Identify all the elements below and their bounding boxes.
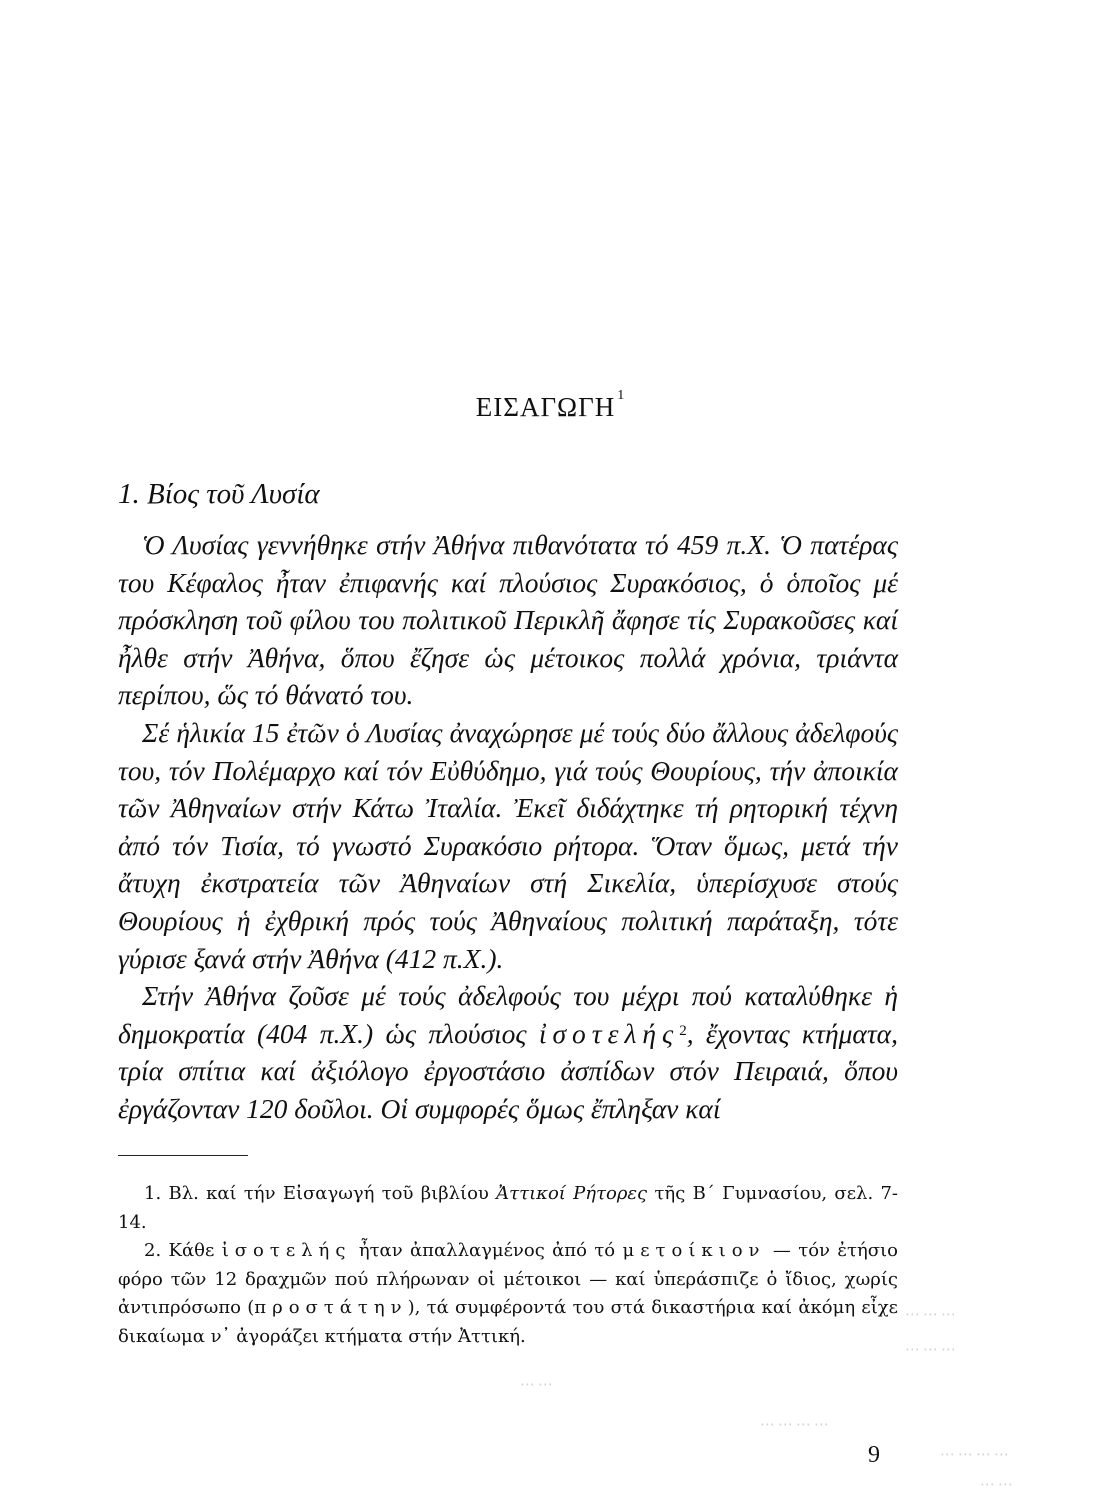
footnote-1-end: τῆς Β΄ Γυμνασίου, σελ. 7-14.	[118, 1183, 898, 1233]
page-number: 9	[868, 1442, 880, 1468]
faint-handwriting-mark: ⋯⋯	[520, 1375, 556, 1393]
footnote-divider	[118, 1155, 248, 1156]
paragraph-3-end: , ἔχοντας κτήματα, τρία σπίτια καί ἀξιόλογο ἐργοστάσιο ἀσπίδων στόν Πειραιά, ὅπου ἐργάζονταν 120 δοῦλοι. Οἱ συμφορές ὅμως ἔπληξαν καί	[118, 1017, 898, 1124]
faint-handwriting-mark: ⋯⋯⋯⋯	[940, 1445, 1012, 1463]
footnote-2-start: 2. Κάθε	[144, 1240, 215, 1262]
page-title	[0, 388, 1101, 423]
footnote-2-part-b: ἦταν ἀπαλλαγμένος ἀπό τό	[358, 1240, 616, 1262]
section-heading: 1. Βίος τοῦ Λυσία	[118, 478, 320, 510]
paragraph-3-start: Στήν Ἀθήνα ζοῦσε μέ τούς ἀδελφούς του μέχρι πού καταλύθηκε ἡ δημοκρατία (404 π.Χ.) ὡς πλούσιος	[118, 980, 898, 1049]
body-text	[118, 526, 898, 1128]
footnote-1	[118, 1180, 898, 1237]
faint-handwriting-mark: ⋯⋯	[980, 1475, 1016, 1493]
footnote-2-term-isoteles: ἰσοτελής	[221, 1240, 352, 1262]
footnote-1-book-title: Ἀττικοί Ρήτορες	[496, 1183, 648, 1204]
paragraph-2: Σέ ἡλικία 15 ἐτῶν ὁ Λυσίας ἀναχώρησε μέ τούς δύο ἄλλους ἀδελφούς του, τόν Πολέμαρχο καί τόν Εὐθύδημο, γιά τούς Θουρίους, τήν ἀποικία τῶν Ἀθηναίων στήν Κάτω Ἰταλία. Ἐκεῖ διδάχτηκε τή ρητορική τέχνη ἀπό τόν Τισία, τό γνωστό Συρακόσιο ρήτορα. Ὅταν ὅμως, μετά τήν ἄτυχη ἐκστρατεία τῶν Ἀθηναίων στή Σικελία, ὑπερίσχυσε στούς Θουρίους ἡ ἐχθρική πρός τούς Ἀθηναίους πολιτική παράταξη, τότε γύρισε ξανά στήν Ἀθήνα (412 π.Χ.).	[118, 716, 898, 974]
footnote-2	[118, 1237, 898, 1351]
faint-handwriting-mark: ⋯⋯⋯	[905, 1340, 959, 1358]
title-footnote-ref: 1	[617, 388, 626, 403]
footnote-2-end: ), τά συμφέροντά του στά δικαστήρια καί ἀκόμη εἶχε δικαίωμα ν᾽ ἀγοράζει κτήματα στήν Ἀττική.	[118, 1297, 898, 1347]
footnote-2-term-prostatin: προστάτην	[254, 1297, 408, 1319]
paragraph-3	[118, 977, 898, 1127]
footnotes	[118, 1180, 898, 1352]
faint-handwriting-mark: ⋯⋯⋯	[905, 1305, 959, 1323]
footnote-2-part-c: — τόν ἐτήσιο φόρο τῶν 12 δραχμῶν πού πλήρωναν οἱ μέτοικοι — καί ὑπεράσπιζε ὁ ἴδιος, χωρίς ἀντιπρόσωπο (	[118, 1240, 898, 1319]
footnote-ref-2: 2	[679, 1022, 687, 1039]
paragraph-1: Ὁ Λυσίας γεννήθηκε στήν Ἀθήνα πιθανότατα τό 459 π.Χ. Ὁ πατέρας του Κέφαλος ἦταν ἐπιφανής καί πλούσιος Συρακόσιος, ὁ ὁποῖος μέ πρόσκληση τοῦ φίλου του πολιτικοῦ Περικλῆ ἄφησε τίς Συρακοῦσες καί ἦλθε στήν Ἀθήνα, ὅπου ἔζησε ὡς μέτοικος πολλά χρόνια, τριάντα περίπου, ὥς τό θάνατό του.	[118, 529, 898, 711]
isoteles-term: ἰσοτελής	[538, 1017, 680, 1049]
faint-handwriting-mark: ⋯⋯⋯⋯	[760, 1415, 832, 1433]
footnote-1-start: 1. Βλ. καί τήν Εἰσαγωγή τοῦ βιβλίου	[144, 1183, 489, 1204]
footnote-2-term-metoikion: μετοίκιον	[622, 1240, 766, 1262]
title-text: ΕΙΣΑΓΩΓΗ	[475, 392, 616, 422]
